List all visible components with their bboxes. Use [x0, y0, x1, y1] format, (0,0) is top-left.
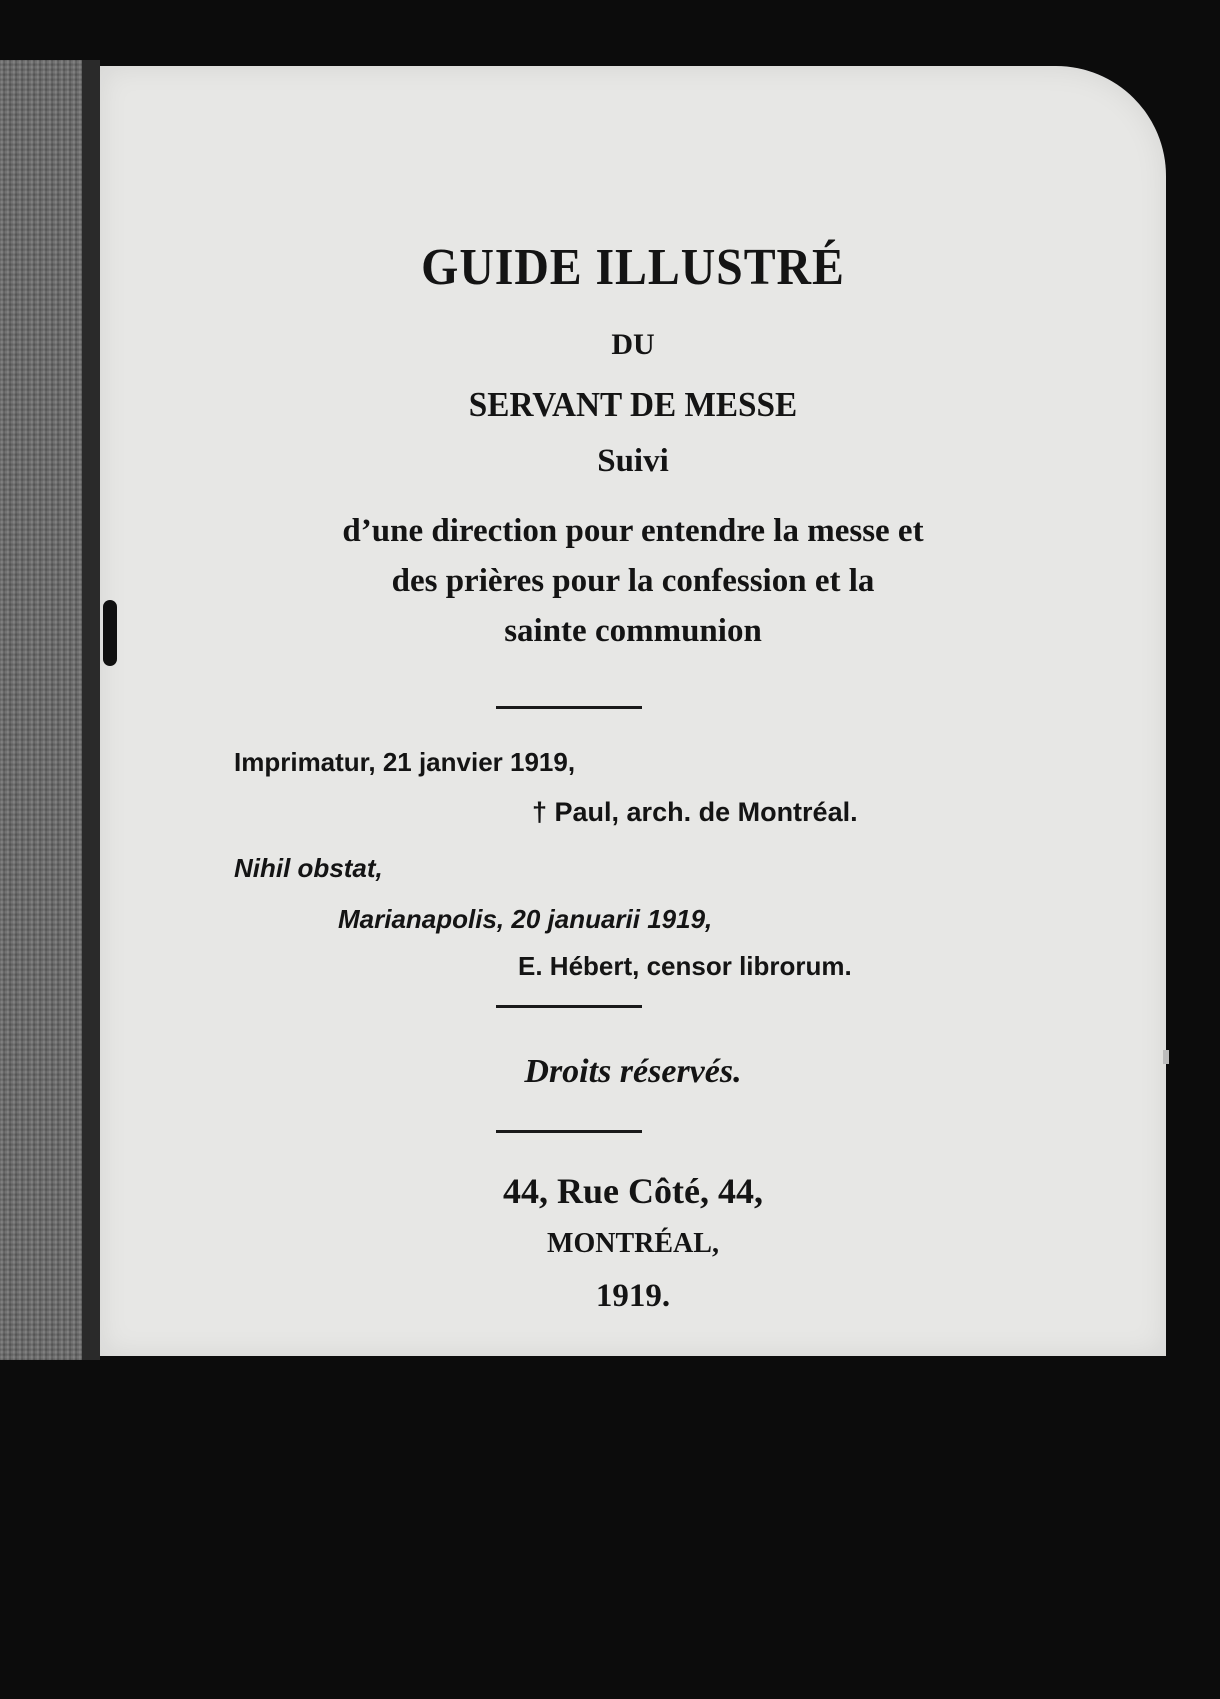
description-line: d’une direction pour entendre la messe et: [342, 513, 924, 549]
nihil-obstat-line: Nihil obstat,: [234, 853, 383, 883]
publication-year: 1919.: [595, 1278, 671, 1314]
divider-rule: [496, 1130, 642, 1133]
archbishop-line: † Paul, arch. de Montréal.: [532, 797, 858, 827]
book-cover-cloth: [0, 60, 92, 1360]
book-spine-edge: [82, 60, 100, 1360]
description: [100, 506, 1166, 656]
publisher-address: 44, Rue Côté, 44,: [503, 1171, 763, 1211]
rights-notice: Droits réservés.: [524, 1053, 742, 1090]
description-line: des prières pour la confession et la: [391, 563, 875, 599]
divider-rule: [496, 1005, 642, 1008]
edge-speck: [1163, 1050, 1169, 1064]
subtitle-servant: SERVANT DE MESSE: [468, 385, 798, 424]
subtitle-du: DU: [611, 328, 655, 361]
marianapolis-line: Marianapolis, 20 januarii 1919,: [338, 904, 713, 934]
divider-rule: [496, 706, 642, 709]
ink-blot: [103, 600, 117, 666]
description-line: sainte communion: [504, 613, 762, 649]
book-title: GUIDE ILLUSTRÉ: [421, 239, 845, 296]
suivi-label: Suivi: [597, 443, 669, 479]
title-page: [100, 66, 1166, 1356]
censor-line: E. Hébert, censor librorum.: [518, 951, 852, 981]
publisher-city: MONTRÉAL,: [547, 1228, 719, 1259]
imprimatur-line: Imprimatur, 21 janvier 1919,: [234, 747, 576, 777]
